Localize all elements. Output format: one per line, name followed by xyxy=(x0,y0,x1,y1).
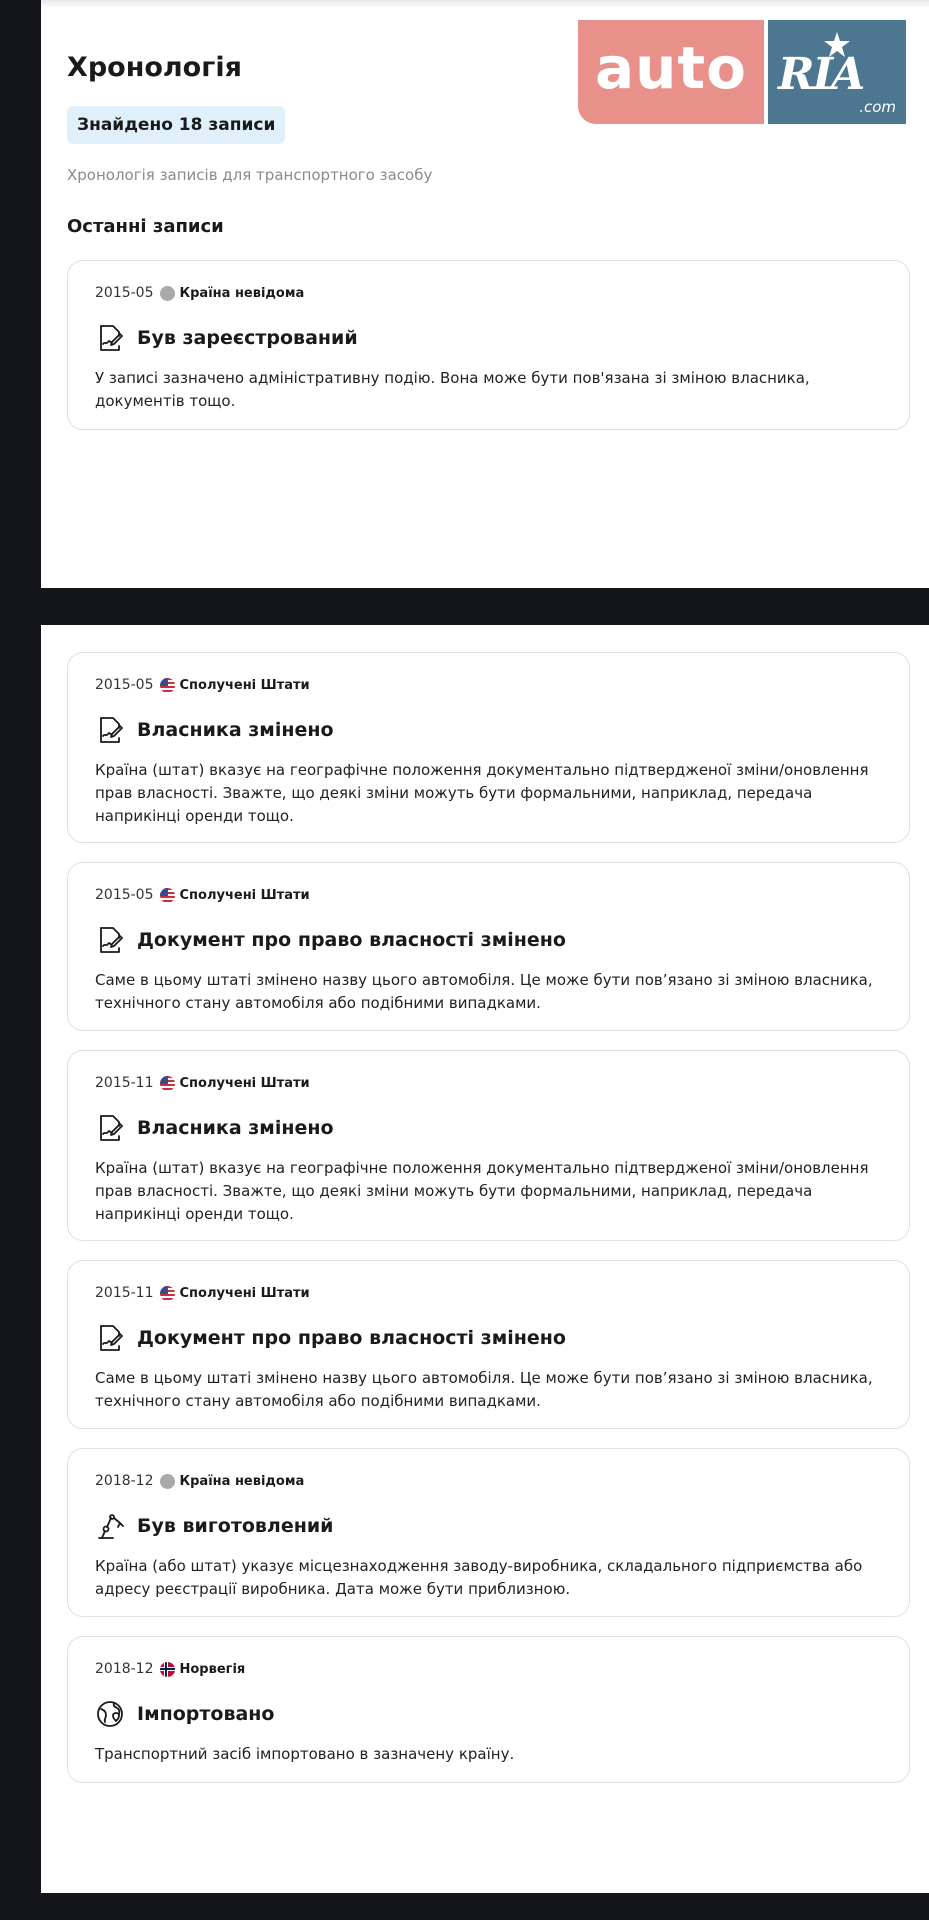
record-description: Країна (штат) вказує на географічне положення документально підтвердженої зміни/оновлення прав власності. Зважте, що деякі зміни можуть бути формальними, наприклад, передача наприкінці оренди тощо. xyxy=(95,761,869,825)
logo-ria-text: RIA xyxy=(778,49,864,100)
records-count-badge: Знайдено 18 записи xyxy=(67,106,285,144)
globe-icon xyxy=(160,1474,175,1489)
page-title: Хронологія xyxy=(67,52,242,83)
record-title: Був виготовлений xyxy=(137,1515,334,1537)
document-signature-icon xyxy=(95,323,125,353)
record-country: Сполучені Штати xyxy=(179,1285,310,1301)
record-meta xyxy=(95,1473,304,1489)
record-header xyxy=(95,323,358,353)
record-description: Країна (або штат) указує місцезнаходження заводу-виробника, складального підприємства або адресу реєстрації виробника. Дата може бути приблизною. xyxy=(95,1557,863,1598)
robot-arm-icon xyxy=(95,1511,125,1541)
logo-ria-suffix: .com xyxy=(859,98,896,116)
globe-pin-icon xyxy=(95,1699,125,1729)
record-country: Сполучені Штати xyxy=(179,1075,310,1091)
record-date: 2015-11 xyxy=(95,1075,154,1091)
norway-flag-icon xyxy=(160,1662,175,1677)
record-title: Документ про право власності змінено xyxy=(137,1327,566,1349)
record-title: Був зареєстрований xyxy=(137,327,358,349)
document-signature-icon xyxy=(95,715,125,745)
record-meta xyxy=(95,285,304,301)
document-signature-icon xyxy=(95,1323,125,1353)
record-description: У записі зазначено адміністративну подію. Вона може бути пов'язана зі зміною власника, документів тощо. xyxy=(95,369,810,410)
timeline-records-panel xyxy=(41,625,929,1893)
timeline-record xyxy=(67,652,910,843)
timeline-record xyxy=(67,1448,910,1617)
document-signature-icon xyxy=(95,1113,125,1143)
record-header xyxy=(95,1113,334,1143)
timeline-record xyxy=(67,260,910,430)
record-country: Сполучені Штати xyxy=(179,677,310,693)
record-date: 2015-05 xyxy=(95,887,154,903)
record-date: 2015-11 xyxy=(95,1285,154,1301)
us-flag-icon xyxy=(160,1286,175,1301)
logo-auto-part: auto xyxy=(578,20,764,124)
document-signature-icon xyxy=(95,925,125,955)
us-flag-icon xyxy=(160,1076,175,1091)
record-title: Імпортовано xyxy=(137,1703,275,1725)
us-flag-icon xyxy=(160,678,175,693)
timeline-header-panel xyxy=(41,0,929,588)
record-header xyxy=(95,1699,274,1729)
logo-ria-part xyxy=(768,20,906,124)
record-description: Транспортний засіб імпортовано в зазначену країну. xyxy=(95,1745,515,1763)
globe-icon xyxy=(160,286,175,301)
record-description: Саме в цьому штаті змінено назву цього автомобіля. Це може бути пов’язано зі зміною власника, технічного стану автомобіля або подібними випадками. xyxy=(95,971,873,1012)
record-meta xyxy=(95,1285,310,1301)
record-description: Саме в цьому штаті змінено назву цього автомобіля. Це може бути пов’язано зі зміною власника, технічного стану автомобіля або подібними випадками. xyxy=(95,1369,873,1410)
page-subtitle: Хронологія записів для транспортного засобу xyxy=(67,166,433,184)
record-description: Країна (штат) вказує на географічне положення документально підтвердженої зміни/оновлення прав власності. Зважте, що деякі зміни можуть бути формальними, наприклад, передача наприкінці оренди тощо. xyxy=(95,1159,869,1223)
timeline-record xyxy=(67,1050,910,1241)
top-shadow xyxy=(41,0,929,8)
record-meta xyxy=(95,887,310,903)
record-title: Власника змінено xyxy=(137,1117,334,1139)
record-country: Сполучені Штати xyxy=(179,887,310,903)
autoria-logo[interactable] xyxy=(578,20,929,124)
record-meta xyxy=(95,1075,310,1091)
record-meta xyxy=(95,677,310,693)
record-meta xyxy=(95,1661,245,1677)
record-date: 2018-12 xyxy=(95,1473,154,1489)
record-title: Власника змінено xyxy=(137,719,334,741)
section-title: Останні записи xyxy=(67,216,224,237)
record-header xyxy=(95,925,566,955)
record-date: 2015-05 xyxy=(95,677,154,693)
timeline-record xyxy=(67,1260,910,1429)
record-date: 2015-05 xyxy=(95,285,154,301)
record-header xyxy=(95,715,334,745)
record-date: 2018-12 xyxy=(95,1661,154,1677)
record-title: Документ про право власності змінено xyxy=(137,929,566,951)
timeline-record xyxy=(67,1636,910,1783)
record-header xyxy=(95,1511,333,1541)
record-country: Країна невідома xyxy=(179,1473,305,1489)
record-country: Країна невідома xyxy=(179,285,305,301)
record-country: Норвегія xyxy=(179,1661,246,1677)
record-header xyxy=(95,1323,566,1353)
timeline-record xyxy=(67,862,910,1031)
us-flag-icon xyxy=(160,888,175,903)
